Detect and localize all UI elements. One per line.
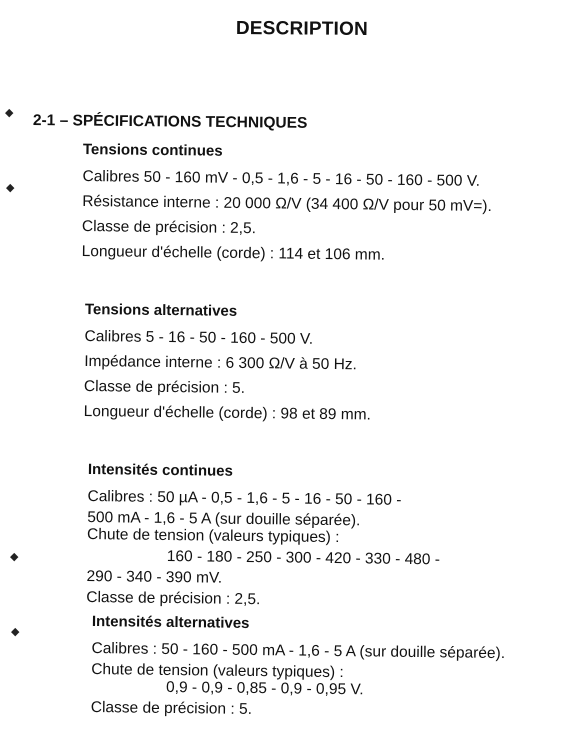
block-tensions-alternatives [83,300,372,428]
spec-line: Chute de tension (valeurs typiques) : [91,660,344,682]
spec-line: Classe de précision : 5. [83,377,246,397]
margin-punch-mark: ◆ [5,107,14,119]
spec-line: Longueur d'échelle (corde) : 98 et 89 mm. [83,402,372,424]
spec-line: Chute de tension (valeurs typiques) : [86,525,340,547]
spec-line: Calibres 50 - 160 mV - 0,5 - 1,6 - 5 - 16 - 50 - 160 - 500 V. [82,167,481,190]
spec-line: Classe de précision : 2,5. [86,588,261,609]
spec-line: Calibres : 50 - 160 - 500 mA - 1,6 - 5 A (sur douille séparée). [91,639,506,663]
spec-line: 0,9 - 0,9 - 0,85 - 0,9 - 0,95 V. [165,678,364,699]
spec-line: Calibres : 50 µA - 0,5 - 1,6 - 5 - 16 - 50 - 160 - [87,487,402,509]
margin-punch-mark: ◆ [10,551,19,563]
spec-line: Classe de précision : 5. [90,698,253,718]
spec-line: 160 - 180 - 250 - 300 - 420 - 330 - 480 - [166,547,441,569]
subheading-intensites-continues: Intensités continues [87,460,234,480]
spec-line: Longueur d'échelle (corde) : 114 et 106 mm. [81,242,386,264]
margin-punch-mark: ◆ [11,626,20,638]
subheading-intensites-alternatives: Intensités alternatives [91,612,250,632]
spec-line: Calibres 5 - 16 - 50 - 160 - 500 V. [84,327,314,348]
spec-line: Impédance interne : 6 300 Ω/V à 50 Hz. [84,352,358,374]
block-intensites-continues [86,460,441,614]
spec-line: Classe de précision : 2,5. [81,217,257,238]
spec-line: 290 - 340 - 390 mV. [86,567,223,587]
block-intensites-alternatives [91,612,506,725]
block-tensions-continues [81,140,492,269]
spec-line: Résistance interne : 20 000 Ω/V (34 400 Ω/V pour 50 mV=). [82,192,492,215]
subheading-tensions-alternatives: Tensions alternatives [84,300,238,320]
subheading-tensions-continues: Tensions continues [82,140,223,160]
section-heading: 2-1 – SPÉCIFICATIONS TECHNIQUES [32,112,308,132]
spec-line: 500 mA - 1,6 - 5 A (sur douille séparée). [87,508,361,530]
margin-punch-mark: ◆ [6,182,15,194]
page-title: DESCRIPTION [235,18,369,40]
